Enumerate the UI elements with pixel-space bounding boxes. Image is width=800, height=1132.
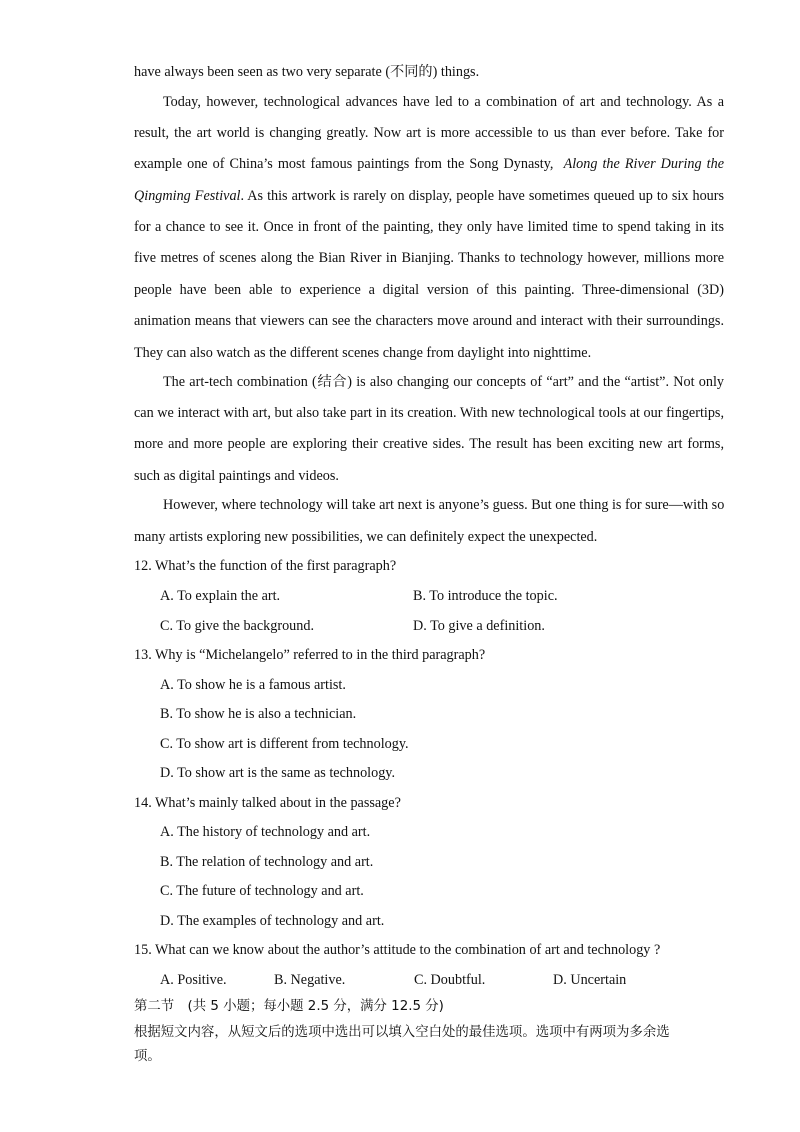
passage-line: [134, 154, 724, 174]
answer-option[interactable]: C. To give the background.: [160, 618, 314, 634]
passage-line: five metres of scenes along the Bian River in Bianjing. Thanks to technology however, millions more: [134, 250, 724, 266]
section-instructions: 根据短文内容，从短文后的选项中选出可以填入空白处的最佳选项。选项中有两项为多余选: [134, 1025, 670, 1040]
question-stem: 14. What’s mainly talked about in the passage?: [134, 795, 401, 811]
passage-line: have always been seen as two very separate (不同的) things.: [134, 64, 480, 80]
painting-title: Along the River During the: [563, 156, 724, 172]
question-stem: 13. Why is “Michelangelo” referred to in the third paragraph?: [134, 647, 486, 663]
answer-option[interactable]: C. Doubtful.: [414, 972, 486, 988]
passage-line: The art-tech combination (结合) is also changing our concepts of “art” and the “artist”. Not only: [163, 374, 724, 390]
question-stem: 15. What can we know about the author’s attitude to the combination of art and technology ?: [134, 942, 661, 958]
answer-option[interactable]: B. Negative.: [274, 972, 346, 988]
passage-line: for a chance to see it. Once in front of the painting, they only have limited time to spend taking in its: [134, 219, 724, 235]
passage-line: can we interact with art, but also take part in its creation. With new technological tools at our fingertips,: [134, 405, 724, 421]
answer-option[interactable]: B. To show he is also a technician.: [160, 706, 357, 722]
passage-line: Today, however, technological advances have led to a combination of art and technology. As a: [163, 94, 724, 110]
passage-text: . As this artwork is rarely on display, people have sometimes queued up to six hours: [240, 188, 724, 204]
answer-option[interactable]: D. Uncertain: [553, 972, 627, 988]
section-instructions: 项。: [134, 1049, 161, 1064]
answer-option[interactable]: A. To explain the art.: [160, 588, 281, 604]
answer-option[interactable]: D. To give a definition.: [413, 618, 545, 634]
passage-line: They can also watch as the different scenes change from daylight into nighttime.: [134, 345, 592, 361]
passage-line: animation means that viewers can see the characters move around and interact with their surroundings.: [134, 313, 724, 329]
answer-option[interactable]: A. Positive.: [160, 972, 227, 988]
answer-option[interactable]: D. To show art is the same as technology.: [160, 765, 396, 781]
answer-option[interactable]: A. To show he is a famous artist.: [160, 677, 346, 693]
answer-option[interactable]: B. To introduce the topic.: [413, 588, 558, 604]
question-stem: 12. What’s the function of the first paragraph?: [134, 558, 397, 574]
passage-text: example one of China’s most famous paintings from the Song Dynasty,: [134, 156, 554, 172]
passage-line: many artists exploring new possibilities, we can definitely expect the unexpected.: [134, 529, 598, 545]
passage-line: more and more people are exploring their creative sides. The result has been exciting new art forms,: [134, 436, 724, 452]
answer-option[interactable]: A. The history of technology and art.: [160, 824, 371, 840]
painting-title: Qingming Festival: [134, 188, 241, 204]
passage-line: However, where technology will take art next is anyone’s guess. But one thing is for sure—with so: [163, 497, 725, 513]
answer-option[interactable]: B. The relation of technology and art.: [160, 854, 374, 870]
section-heading: 第二节 (共 5 小题；每小题 2.5 分，满分 12.5 分): [134, 999, 444, 1014]
answer-option[interactable]: C. The future of technology and art.: [160, 883, 364, 899]
answer-option[interactable]: D. The examples of technology and art.: [160, 913, 385, 929]
passage-line: [134, 186, 724, 206]
passage-line: such as digital paintings and videos.: [134, 468, 339, 484]
passage-line: result, the art world is changing greatly. Now art is more accessible to us than ever before. Take for: [134, 125, 724, 141]
answer-option[interactable]: C. To show art is different from technology.: [160, 736, 409, 752]
passage-line: people have been able to experience a digital version of this painting. Three-dimensional (3D): [134, 282, 724, 298]
